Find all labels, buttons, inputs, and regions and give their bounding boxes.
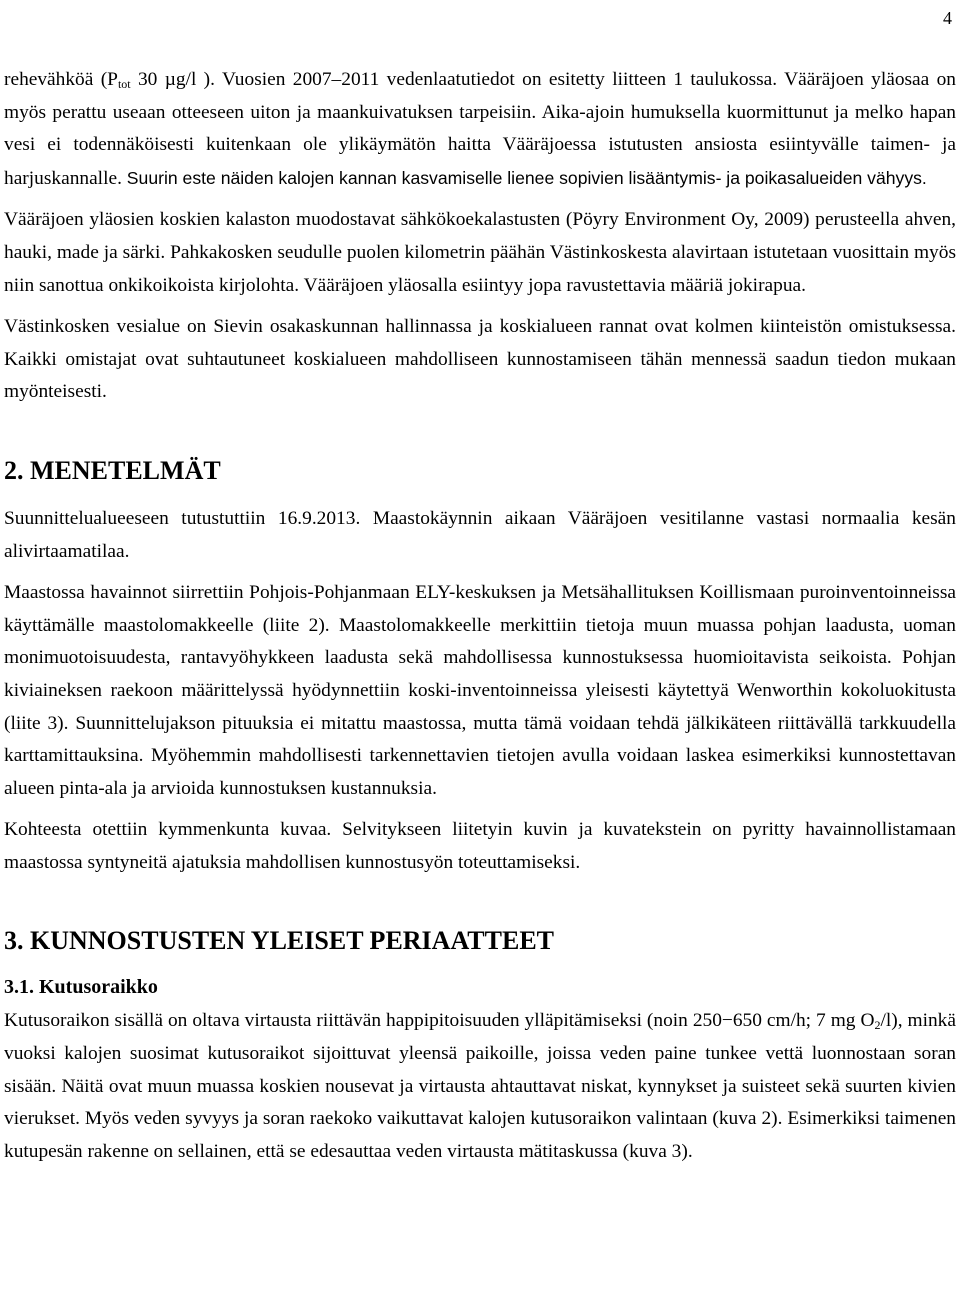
page-number: 4 <box>943 8 952 28</box>
paragraph-spawning-gravel-text-a: Kutusoraikon sisällä on oltava virtausta riittävän happipitoisuuden ylläpitämiseksi (noin 250−650 cm/h; 7 mg O <box>4 1010 875 1032</box>
subscript-2: 2 <box>874 1018 881 1033</box>
page-content <box>4 64 956 1177</box>
paragraph-water-quality-text-c: Suurin este näiden kalojen kannan kasvamiselle lienee sopivien lisääntymis- ja poikasalueiden vähyys. <box>121 167 927 188</box>
paragraph-water-quality-text-b: 30 µg/l ). Vuosien 2007–2011 vedenlaatutiedot on esitetty liitteen 1 taulukossa. Vääräjoen yläosaa on myös perattu useaan otteeseen uiton ja maankuivatuksen tarpeisiin. Aika-ajoin humuksella kuormittunut ja melko hapan vesi ei todennäköisesti kuitenkaan ole ylikäymätön haitta Vääräjoessa istutusten ansiosta esiintyvälle taimen- ja harjuskannalle. <box>4 69 956 189</box>
paragraph-ownership: Västinkosken vesialue on Sievin osakaskunnan hallinnassa ja koskialueen rannat ovat kolmen kiinteistön omistuksessa. Kaikki omistajat ovat suhtautuneet koskialueen mahdolliseen kunnostamiseen tähän mennessä saadun tiedon mukaan myönteisesti. <box>4 316 956 403</box>
subscript-tot: tot <box>117 77 131 91</box>
paragraph-site-visit: Suunnittelualueeseen tutustuttiin 16.9.2013. Maastokäynnin aikaan Vääräjoen vesitilanne vastasi normaalia kesän alivirtaamatilaa. <box>4 507 956 562</box>
heading-general-principles: 3. KUNNOSTUSTEN YLEISET PERIAATTEET <box>4 926 555 956</box>
paragraph-photos: Kohteesta otettiin kymmenkunta kuvaa. Selvitykseen liitetyin kuvin ja kuvatekstein on pyritty havainnollistamaan maastossa syntyneitä ajatuksia mahdollisen kunnostusyön toteuttamiseksi. <box>4 819 956 873</box>
paragraph-water-quality <box>4 64 956 195</box>
heading-spawning-gravel: 3.1. Kutusoraikko <box>4 976 158 999</box>
paragraph-water-quality-text-a: rehevähköä (P <box>4 69 118 90</box>
paragraph-field-form: Maastossa havainnot siirrettiin Pohjois-Pohjanmaan ELY-keskuksen ja Metsähallituksen Koillismaan puroinventoinneissa käyttämälle maastolomakkeelle (liite 2). Maastolomakkeelle merkittiin tietoja muun muassa pohjan laadusta, uoman monimuotoisuudesta, rantavyöhykkeen laadusta sekä mahdollisessa kunnostuksessa huomioitavista seikoista. Pohjan kiviaineksen raekoon määrittelyssä hyödynnettiin koski-inventoinneissa yleisesti käytettyä Wenworthin kokoluokitusta (liite 3). Suunnittelujakson pituuksia ei mitattu maastossa, mutta tämä voidaan tehdä jälkikäteen riittävällä tarkkuudella karttamittauksina. Myöhemmin mahdollisesti tarkennettavien tietojen avulla voidaan laskea esimerkiksi kunnostettavan alueen pinta-ala ja arvioida kunnostuksen kustannuksia. <box>4 582 956 799</box>
heading-methods: 2. MENETELMÄT <box>4 455 221 485</box>
paragraph-fish-species: Vääräjoen yläosien koskien kalaston muodostavat sähkökoekalastusten (Pöyry Environment Oy, 2009) perusteella ahven, hauki, made ja särki. Pahkakosken seudulle puolen kilometrin päähän Västinkoskesta alavirtaan istutetaan vuosittain myös niin sanottua onkikoikoista kirjolohta. Vääräjoen yläosalla esiintyy jopa ravustettavia määriä jokirapua. <box>4 209 956 296</box>
paragraph-spawning-gravel-text-b: /l), minkä vuoksi kalojen suosimat kutusoraikot sijoittuvat yleensä paikoille, joissa veden paine tunkee vettä luonnostaan soran sisään. Näitä ovat muun muassa koskien nousevat ja virtausta ahtauttavat niskat, kynnykset ja suisteet sekä suurten kivien vierukset. Myös veden syvyys ja soran raekoko vaikuttavat kalojen kutusoraikon valintaan (kuva 2). Esimerkiksi taimenen kutupesän rakenne on sellainen, että se edesauttaa veden virtausta mätitaskussa (kuva 3). <box>4 1010 956 1162</box>
paragraph-spawning-gravel <box>4 1005 956 1168</box>
